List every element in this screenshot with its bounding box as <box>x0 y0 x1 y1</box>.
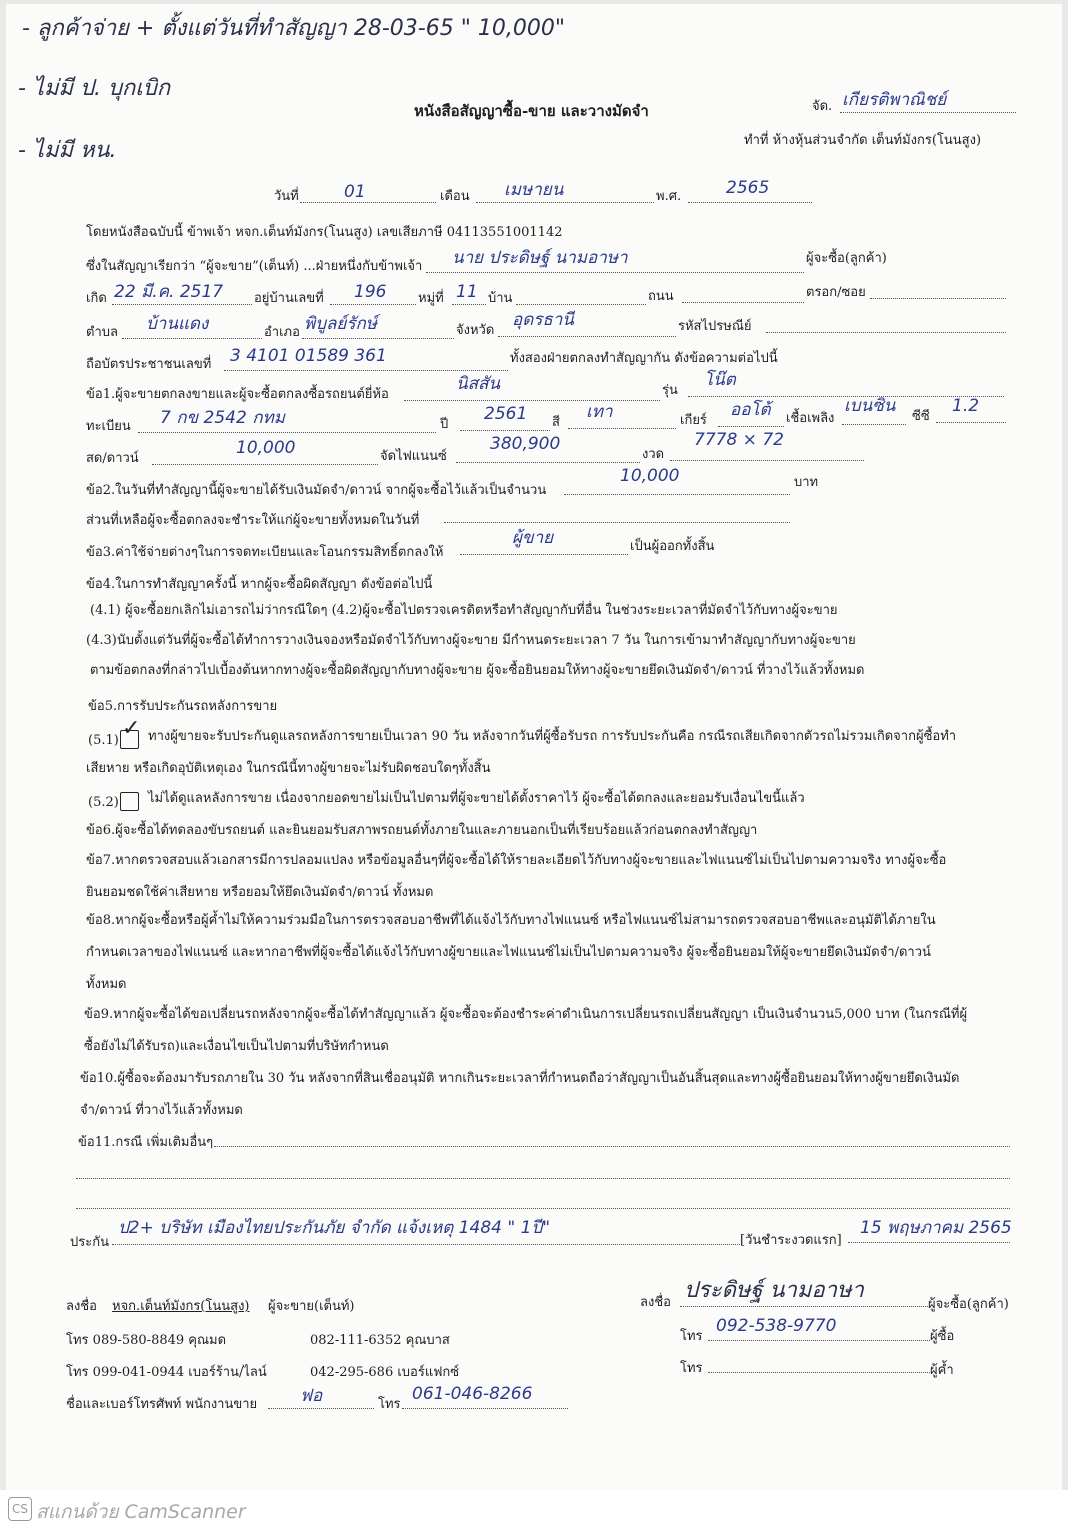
insurance-label: ประกัน <box>70 1235 109 1250</box>
district: พิบูลย์รักษ์ <box>304 314 378 334</box>
born-date: 22 มี.ค. 2517 <box>114 282 224 302</box>
buyer-sign-dots <box>680 1306 928 1307</box>
date-month-label: เดือน <box>440 189 470 204</box>
staff-name-dots <box>268 1408 374 1409</box>
down-dots <box>152 464 378 465</box>
moo-label: หมู่ที่ <box>418 291 444 306</box>
seller-sign-name: หจก.เต็นท์มังกร(โนนสูง) <box>112 1299 250 1314</box>
insurance-dots <box>112 1244 740 1245</box>
seller-tel-4: 042-295-686 เบอร์แฟกซ์ <box>310 1365 460 1380</box>
staff-tel: 061-046-8266 <box>412 1384 533 1404</box>
vehicle-brand: นิสสัน <box>456 374 500 394</box>
color-label: สี <box>552 415 560 430</box>
clause-11-dots-3 <box>76 1208 1010 1209</box>
buyer-sign-role: ผู้จะซื้อ(ลูกค้า) <box>928 1297 1009 1312</box>
house-no-label: อยู่บ้านเลขที่ <box>254 291 324 306</box>
clause-8: ข้อ8.หากผู้จะซื้อหรือผู้ค้ำไม่ให้ความร่วมมือในการตรวจสอบอาชีพที่ได้แจ้งไว้กับทางไฟแนนซ์ หรือไฟแนนซ์ไม่สามารถตรวจสอบอาชีพและอนุมัติได้ภายใน <box>86 913 936 928</box>
reg-dots <box>138 432 436 433</box>
clause-5-2: ไม่ได้ดูแลหลังการขาย เนื่องจากยอดขายไม่เป็นไปตามที่ผู้จะขายได้ตั้งราคาไว้ ผู้จะซื้อได้ตกลงและยอมรับเงื่อนไขนี้แล้ว <box>148 791 805 806</box>
handwritten-note-2: - ไม่มี ป. บุกเบิก <box>18 76 171 101</box>
vehicle-year: 2561 <box>484 404 528 424</box>
date-day-label: วันที่ <box>274 189 299 204</box>
subdistrict: บ้านแดง <box>146 314 209 334</box>
clause-4: ข้อ4.ในการทำสัญญาครั้งนี้ หากผู้จะซื้อผิดสัญญา ดังข้อต่อไปนี้ <box>86 577 433 592</box>
province: อุดรธานี <box>512 310 574 330</box>
clause-2b-dots <box>444 522 790 523</box>
install-dots <box>670 460 864 461</box>
vehicle-fuel: เบนซิน <box>844 396 896 416</box>
buyer-signature: ประดิษฐ์ นามอาษา <box>684 1278 864 1303</box>
clause-3-who: ผู้ขาย <box>512 528 554 548</box>
buyer-tel-role: ผู้ซื้อ <box>930 1329 955 1344</box>
village-dots <box>516 304 646 305</box>
date-year: 2565 <box>726 178 770 198</box>
clause-3-end: เป็นผู้ออกทั้งสิ้น <box>630 539 715 554</box>
guarantor-tel-label: โทร <box>680 1361 703 1376</box>
moo: 11 <box>456 282 478 302</box>
seller-sign-role: ผู้จะขาย(เต็นท์) <box>268 1299 355 1314</box>
made-at-dots <box>840 112 1016 113</box>
cc-label: ซีซี <box>912 409 930 424</box>
clause-5-1: ทางผู้ขายจะรับประกันดูแลรถหลังการขายเป็นเวลา 90 วัน หลังจากวันที่ผู้ซื้อรับรถ การรับประกันคือ กรณีรถเสียเกิดจากตัวรถไม่รวมเกิดจากผู้ซื้อทำ <box>148 729 957 744</box>
contract-title: หนังสือสัญญาซื้อ-ขาย และวางมัดจำ <box>414 102 649 120</box>
handwritten-note-3: - ไม่มี หน. <box>18 138 117 163</box>
agree-text: ทั้งสองฝ่ายตกลงทำสัญญากัน ดังข้อความต่อไปนี้ <box>510 351 778 366</box>
first-pay-dots <box>848 1242 1010 1243</box>
down-amount: 10,000 <box>236 438 296 458</box>
date-month: เมษายน <box>504 180 564 200</box>
clause-4-1: (4.1) ผู้จะซื้อยกเลิกไม่เอารถไม่ว่ากรณีใดๆ (4.2)ผู้จะซื้อไปตรวจเครดิตหรือทำสัญญากับที่อื่น ในช่วงระยะเวลาที่มัดจำไว้กับทางผู้จะขาย <box>90 603 838 618</box>
date-day: 01 <box>344 182 366 202</box>
clause-5-2-checkbox <box>120 792 139 811</box>
gear-dots <box>718 426 784 427</box>
id-dots <box>224 370 508 371</box>
born-label: เกิด <box>86 291 107 306</box>
clause-4-3: (4.3)นับตั้งแต่วันที่ผู้จะซื้อได้ทำการวางเงินจองหรือมัดจำไว้กับทางผู้จะขาย มีกำหนดระยะเวลา 7 วัน ในการเข้ามาทำสัญญากับทางผู้จะขาย <box>86 633 856 648</box>
postcode-dots <box>766 332 1006 333</box>
camscanner-watermark: สแกนด้วย CamScanner <box>36 1501 246 1523</box>
insurance-value: ป2+ บริษัท เมืองไทยประกันภัย จำกัด แจ้งเหตุ 1484 " 1ปี" <box>118 1218 551 1238</box>
buyer-tel: 092-538-9770 <box>716 1316 837 1336</box>
date-day-dots <box>300 202 436 203</box>
year-label: ปี <box>440 417 449 432</box>
buyer-name: นาย ประดิษฐ์ นามอาษา <box>452 248 628 268</box>
clause-7: ข้อ7.หากตรวจสอบแล้วเอกสารมีการปลอมแปลง หรือข้อมูลอื่นๆที่ผู้จะซื้อได้ให้รายละเอียดไว้กับทางผู้จะขายและไฟแนนซ์ไม่เป็นไปตามความจริง ทางผู้จะซื้อ <box>86 853 947 868</box>
guarantor-role: ผู้ค้ำ <box>930 1363 954 1378</box>
clause-11: ข้อ11.กรณี เพิ่มเติมอื่นๆ <box>78 1135 214 1150</box>
clause-11-dots-1 <box>214 1146 1010 1147</box>
road-dots <box>682 302 804 303</box>
clause-3: ข้อ3.ค่าใช้จ่ายต่างๆในการจดทะเบียนและโอนกรรมสิทธิ์ตกลงให้ <box>86 545 444 560</box>
date-year-label: พ.ศ. <box>656 189 682 204</box>
made-at-label: จัด. <box>812 99 833 114</box>
finance-amount: 380,900 <box>490 434 561 454</box>
brand-dots <box>404 400 660 401</box>
finance-dots <box>456 462 640 463</box>
finance-label: จัดไฟแนนซ์ <box>380 449 447 464</box>
clause-7b: ยินยอมชดใช้ค่าเสียหาย หรือยอมให้ยึดเงินมัดจำ/ดาวน์ ทั้งหมด <box>86 885 434 900</box>
district-dots <box>302 338 454 339</box>
vehicle-cc: 1.2 <box>952 396 980 416</box>
born-dots <box>112 304 252 305</box>
install-label: งวด <box>642 447 665 462</box>
date-month-dots <box>476 202 654 203</box>
seller-tel-3: โทร 099-041-0944 เบอร์ร้าน/ไลน์ <box>66 1365 267 1380</box>
vehicle-reg: 7 กข 2542 กทม <box>160 408 285 428</box>
gear-label: เกียร์ <box>680 413 707 428</box>
buyer-sign-label: ลงชื่อ <box>640 1295 671 1310</box>
handwritten-note-1: - ลูกค้าจ่าย + ตั้งแต่วันที่ทำสัญญา 28-03-65 " 10,000" <box>22 16 565 41</box>
clause-10: ข้อ10.ผู้ซื้อจะต้องมารับรถภายใน 30 วัน หลังจากที่สินเชื่ออนุมัติ หากเกินระยะเวลาที่กำหนดถือว่าสัญญาเป็นอันสิ้นสุดและทางผู้ซื้อยินยอมให้ทางผู้ขายยึดเงินมัด <box>80 1071 960 1086</box>
staff-tel-dots <box>402 1408 568 1409</box>
buyer-name-dots <box>426 272 804 273</box>
model-label: รุ่น <box>662 383 678 398</box>
clause-2: ข้อ2.ในวันที่ทำสัญญานี้ผู้จะขายได้รับเงินมัดจำ/ดาวน์ จากผู้จะซื้อไว้แล้วเป็นจำนวน <box>86 483 547 498</box>
clause-2-unit: บาท <box>794 475 819 490</box>
clause-9: ข้อ9.หากผู้จะซื้อได้ขอเปลี่ยนรถหลังจากผู้จะซื้อได้ทำสัญญาแล้ว ผู้จะซื้อจะต้องชำระค่าดำเนินการเปลี่ยนรถเปลี่ยนสัญญา เป็นเงินจำนวน5,000 บาท (ในกรณีที่ผู้ <box>84 1007 968 1022</box>
postcode-label: รหัสไปรษณีย์ <box>678 319 752 334</box>
clause-10b: จำ/ดาวน์ ที่วางไว้แล้วทั้งหมด <box>80 1103 243 1118</box>
village-label: บ้าน <box>488 291 513 306</box>
fuel-dots <box>842 424 906 425</box>
checkmark-icon: ✓ <box>122 716 141 741</box>
soi-label: ตรอก/ซอย <box>806 285 866 300</box>
clause-2-dots <box>564 494 790 495</box>
clause-4-3b: ตามข้อตกลงที่กล่าวไปเบื้องต้นหากทางผู้จะซื้อผิดสัญญากับทางผู้จะขาย ผู้จะซื้อยินยอมให้ทางผู้จะขายยึดเงินมัดจำ/ดาวน์ ที่วางไว้แล้วทั้งหมด <box>90 663 865 678</box>
clause-5-1-no: (5.1) <box>88 733 119 748</box>
soi-dots <box>870 298 1006 299</box>
down-label: สด/ดาวน์ <box>86 451 139 466</box>
clause-2b: ส่วนที่เหลือผู้จะซื้อตกลงจะชำระให้แก่ผู้จะขายทั้งหมดในวันที่ <box>86 513 420 528</box>
moo-dots <box>452 304 486 305</box>
guarantor-tel-dots <box>708 1372 930 1373</box>
id-label: ถือบัตรประชาชนเลขที่ <box>86 357 212 372</box>
road-label: ถนน <box>648 289 674 304</box>
made-at-value: เกียรติพาณิชย์ <box>842 90 947 110</box>
clause-9b: ซื้อยังไม่ได้รับรถ)และเงื่อนไขเป็นไปตามที่บริษัทกำหนด <box>84 1039 389 1054</box>
cc-dots <box>936 422 1006 423</box>
seller-sign-label: ลงชื่อ <box>66 1299 97 1314</box>
seller-tel-1: โทร 089-580-8849 คุณมด <box>66 1333 227 1348</box>
vehicle-color: เทา <box>586 402 613 422</box>
clause-8b: กำหนดเวลาของไฟแนนซ์ และหากอาชีพที่ผู้จะซื้อได้แจ้งไว้กับทางผู้ขายและไฟแนนซ์ไม่เป็นไปตามความจริง ผู้จะซื้อยินยอมให้ผู้จะขายยึดเงินมัดจำ/ดาวน์ <box>86 945 931 960</box>
staff-label: ชื่อและเบอร์โทรศัพท์ พนักงานขาย <box>66 1397 258 1412</box>
clause-3-dots <box>460 554 628 555</box>
clause-1: ข้อ1.ผู้จะขายตกลงขายและผู้จะซื้อตกลงซื้อรถยนต์ยี่ห้อ <box>86 387 389 402</box>
vehicle-gear: ออโต้ <box>730 400 771 420</box>
first-pay-date: 15 พฤษภาคม 2565 <box>860 1218 1012 1238</box>
clause-5-1b: เสียหาย หรือเกิดอุบัติเหตุเอง ในกรณีนี้ทางผู้ขายจะไม่รับผิดชอบใดๆทั้งสิ้น <box>86 761 491 776</box>
color-dots <box>568 428 676 429</box>
subdistrict-label: ตำบล <box>86 325 118 340</box>
buyer-role: ผู้จะซื้อ(ลูกค้า) <box>806 251 887 266</box>
clause-6: ข้อ6.ผู้จะซื้อได้ทดลองขับรถยนต์ และยินยอมรับสภาพรถยนต์ทั้งภายในและภายนอกเป็นที่เรียบร้อยแล้วก่อนตกลงทำสัญญา <box>86 823 758 838</box>
camscanner-logo-icon: CS <box>8 1497 32 1521</box>
id-number: 3 4101 01589 361 <box>230 346 387 366</box>
seller-label: ซึ่งในสัญญาเรียกว่า “ผู้จะขาย”(เต็นท์) ...ฝ่ายหนึ่งกับข้าพเจ้า <box>86 259 423 274</box>
clause-2-amount: 10,000 <box>620 466 680 486</box>
buyer-tel-label: โทร <box>680 1329 703 1344</box>
district-label: อำเภอ <box>264 325 300 340</box>
buyer-tel-dots <box>708 1340 930 1341</box>
year-dots <box>460 430 550 431</box>
clause-8c: ทั้งหมด <box>86 977 127 992</box>
reg-label: ทะเบียน <box>86 419 131 434</box>
first-pay-label: [วันชำระงวดแรก] <box>740 1233 842 1248</box>
province-label: จังหวัด <box>456 323 495 338</box>
clause-5: ข้อ5.การรับประกันรถหลังการขาย <box>88 699 278 714</box>
house-no: 196 <box>354 282 387 302</box>
subdistrict-dots <box>122 338 262 339</box>
vehicle-model: โน๊ต <box>704 370 736 390</box>
province-dots <box>498 336 676 337</box>
install-amount: 7778 × 72 <box>694 430 784 450</box>
date-year-dots <box>688 202 812 203</box>
staff-name: ฟอ <box>300 1386 323 1406</box>
clause-5-2-no: (5.2) <box>88 795 119 810</box>
seller-tel-2: 082-111-6352 คุณบาส <box>310 1333 450 1348</box>
clause-11-dots-2 <box>76 1178 1010 1179</box>
intro-line: โดยหนังสือฉบับนี้ ข้าพเจ้า หจก.เต็นท์มังกร(โนนสูง) เลขเสียภาษี 0411355100114​2 <box>86 225 563 240</box>
house-no-dots <box>330 304 416 305</box>
contract-place: ทำที่ ห้างหุ้นส่วนจำกัด เต็นท์มังกร(โนนสูง) <box>744 133 982 148</box>
fuel-label: เชื้อเพลิง <box>786 411 835 426</box>
staff-tel-label: โทร <box>378 1397 401 1412</box>
